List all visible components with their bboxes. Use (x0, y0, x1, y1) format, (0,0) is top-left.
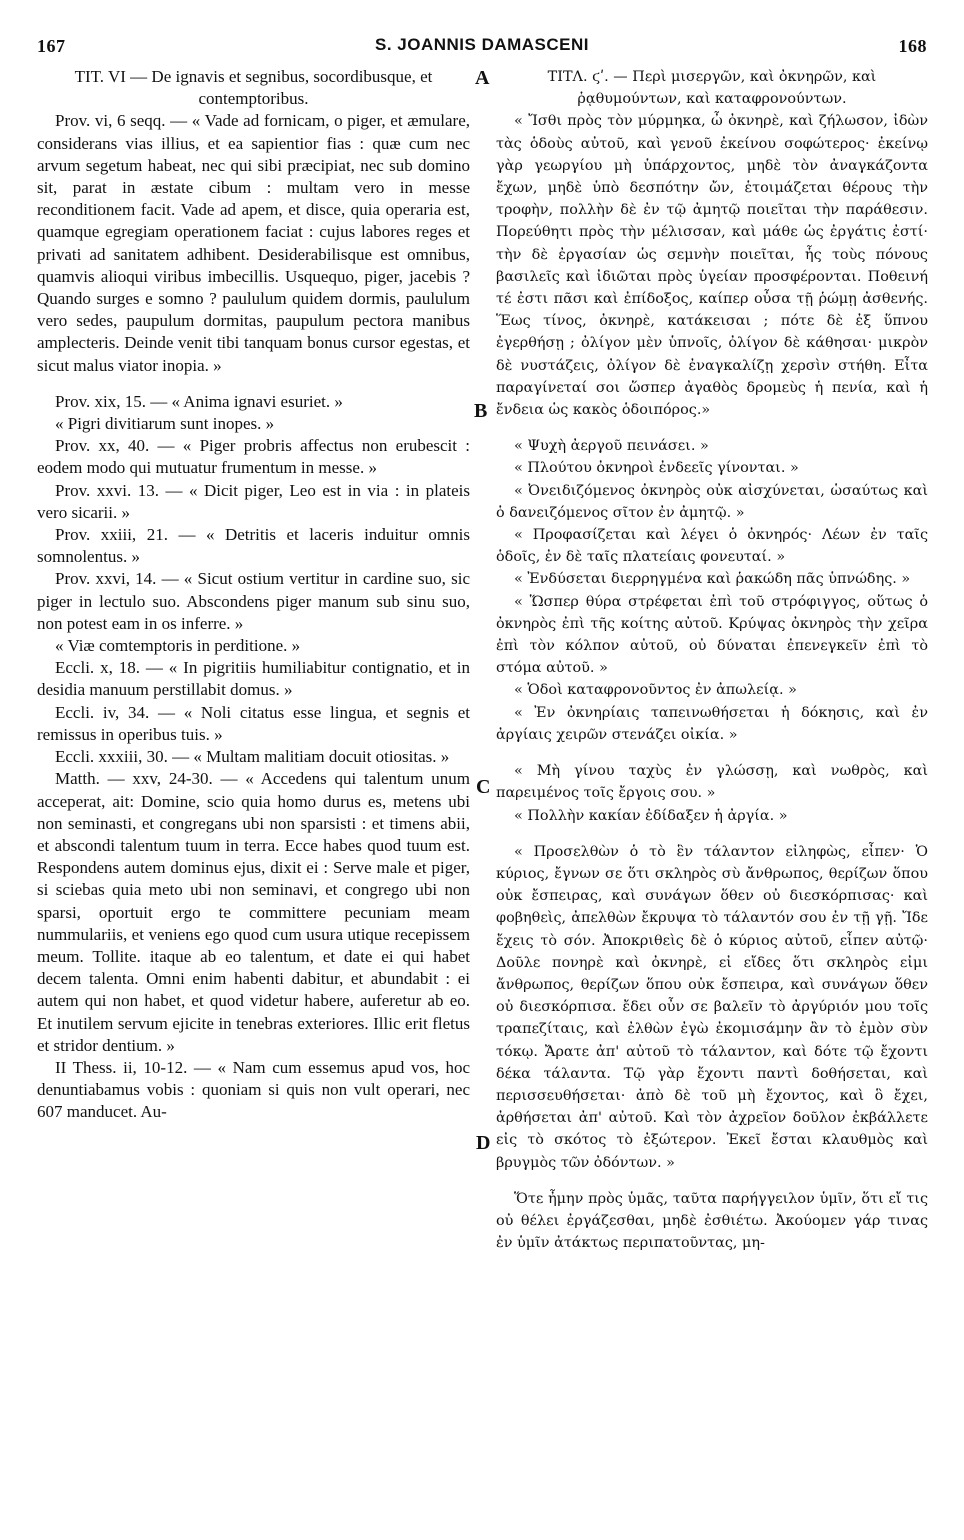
greek-paragraph: Ὅτε ἦμην πρὸς ὑμᾶς, ταῦτα παρήγγειλον ὑμῖν, ὅτι εἴ τις οὐ θέλει ἐργάζεσθαι, μηδὲ ἐσθιέτω. Ἀκούομεν γάρ τινας ἐν ὑμῖν ἀτάκτως περιπατοῦντας, μη- (496, 1190, 928, 1252)
greek-column (496, 66, 928, 1254)
latin-column (37, 66, 470, 1124)
greek-paragraph: « Πολλὴν κακίαν ἐδίδαξεν ἡ ἀργία. » (514, 807, 788, 824)
latin-paragraph: Prov. xxiii, 21. — « Detritis et laceris induitur omnis somnolentus. » (37, 525, 470, 567)
latin-paragraph: Eccli. iv, 34. — « Noli citatus esse lingua, et segnis et remissus in operibus tuis. » (37, 702, 470, 744)
margin-letter-b: B (474, 400, 488, 422)
latin-title-line-2: contemptoribus. (198, 89, 309, 109)
running-title: S. JOANNIS DAMASCENI (374, 35, 590, 54)
greek-title-line-1: ΤΙΤΛ. ϛʹ. — Περὶ μισεργῶν, καὶ ὀκνηρῶν, καὶ (547, 69, 877, 85)
greek-paragraph: « Ὀνειδιζόμενος ὀκνηρὸς οὐκ αἰσχύνεται, ὡσαύτως καὶ ὁ δανειζόμενος σῖτον ἐν ἀμητῷ. » (496, 482, 928, 521)
greek-paragraph: « Μὴ γίνου ταχὺς ἐν γλώσσῃ, καὶ νωθρὸς, καὶ παρειμένος τοῖς ἔργοις σου. » (496, 763, 928, 802)
latin-paragraph: « Pigri divitiarum sunt inopes. » (55, 414, 275, 434)
greek-title-line-2: ῥᾳθυμούντων, καὶ καταφρονούντων. (577, 91, 847, 108)
greek-paragraph: « Προσελθὼν ὁ τὸ ἓν τάλαντον εἰληφὼς, εἶπεν· Ὁ κύριος, ἔγνων σε ὅτι σκληρὸς σὺ ἄνθρωπος, θερίζων ὅπου οὐκ ἔσπειρας, καὶ συνάγων ὅθεν οὐ διεσκόρπισας· καὶ φοβηθεὶς, ἀπελθὼν ἔκρυψα τὸ τάλαντόν σου ἐν τῇ γῇ. Ἴδε ἔχεις τὸ σόν. Ἀποκριθεὶς δὲ ὁ κύριος αὐτοῦ, εἶπεν αὐτῷ· Δοῦλε πονηρὲ καὶ ὀκνηρὲ, εἰ εἴδες ὅτι σκληρὸς εἰμι ἄνθρωπος, θερίζων ὅπου οὐκ ἔσπειρα, καὶ συνάγων ὅθεν οὐ διεσκόρπισα. ἔδει οὖν σε βαλεῖν τὸ ἀργύριόν μου τοῖς τραπεζίταις, καὶ ἐλθὼν ἐγὼ ἐκομισάμην ἂν τὸ ἐμὸν σὺν τόκῳ. Ἄρατε ἀπ' αὐτοῦ τὸ τάλαντον, καὶ δότε τῷ ἔχοντι δέκα τάλαντα. Τῷ γὰρ ἔχοντι παντὶ δοθήσεται, καὶ περισσευθήσεται· ἀπὸ δὲ τοῦ μὴ ἔχοντος, καὶ ὃ ἔχει, ἀρθήσεται ἀπ' αὐτοῦ. Καὶ τὸν ἀχρεῖον δοῦλον ἐκβάλλετε εἰς τὸ σκότος τὸ ἐξώτερον. Ἐκεῖ ἔσται κλαυθμὸς καὶ βρυγμὸς τῶν ὀδόντων. » (496, 843, 928, 1171)
right-page-number: 168 (898, 36, 927, 56)
greek-paragraph: « Προφασίζεται καὶ λέγει ὁ ὀκνηρός· Λέων ἐν ταῖς ὁδοῖς, ἐν δὲ ταῖς πλατείαις φονευταί. » (496, 527, 928, 566)
latin-paragraph: Prov. xix, 15. — « Anima ignavi esuriet. » (55, 391, 343, 411)
greek-paragraph: « Ψυχὴ ἀεργοῦ πεινάσει. » (514, 438, 709, 455)
margin-letter-d: D (476, 1132, 491, 1154)
greek-paragraph: « Ἐν ὀκνηρίαις ταπεινωθήσεται ἡ δόκησις, καὶ ἐν ἀργίαις χειρῶν στενάζει οἰκία. » (496, 704, 928, 743)
margin-letter-a: A (475, 67, 490, 89)
latin-title-line-1: TIT. VI — De ignavis et segnibus, socordibusque, et (74, 67, 433, 86)
latin-paragraph: Eccli. x, 18. — « In pigritiis humiliabitur contignatio, et in desidia manuum perstillabit domus. » (37, 658, 470, 700)
latin-paragraph: Matth. — xxv, 24-30. — « Accedens qui talentum unum acceperat, ait: Domine, scio quia homo durus es, metens ubi non seminasti, et congregans ubi non sparsisti : et timens abii, et abscondi talentum tuum in terra. Ecce habes quod tuum est. Respondens autem dominus ejus, dixit ei : Serve male et piger, si sciebas quia meto ubi non seminavi, et congrego ubi non sparsi, oportuit ergo te committere pecuniam meam nummulariis, et veniens ego quod cum usura utique recepissem meum. Tollite. itaque ab eo talentum, et date ei qui habet decem talenta. Omni enim habenti dabitur, et abundabit : ei autem qui non habet, et quod videtur habere, auferetur ab eo. Et inutilem servum ejicite in tenebras exteriores. Illic erit fletus et stridor dentium. » (37, 769, 470, 1055)
greek-paragraph: « Ὥσπερ θύρα στρέφεται ἐπὶ τοῦ στρόφιγγος, οὕτως ὁ ὀκνηρὸς ἐπὶ τῆς κοίτης αὐτοῦ. Κρύψας ὀκνηρὸς τὴν χεῖρα ἐπὶ τὸν κόλπον αὐτοῦ, οὐ δύναται ἐπενεγκεῖν ἐπὶ τὸ στόμα αὐτοῦ. » (496, 593, 928, 677)
latin-paragraph: Eccli. xxxiii, 30. — « Multam malitiam docuit otiositas. » (55, 747, 450, 767)
latin-paragraph: Prov. xxvi, 14. — « Sicut ostium vertitur in cardine suo, sic piger in lectulo suo. Abscondens piger manum sub sinu suo, non potest eam in os inferre. » (37, 569, 470, 633)
latin-paragraph: II Thess. ii, 10-12. — « Nam cum essemus apud vos, hoc denuntiabamus vobis : quoniam si quis non vult operari, nec 607 manducet. Au- (37, 1057, 470, 1122)
greek-paragraph: « Ἴσθι πρὸς τὸν μύρμηκα, ὦ ὀκνηρὲ, καὶ ζήλωσον, ἰδὼν τὰς ὁδοὺς αὐτοῦ, καὶ γενοῦ ἐκείνου σοφώτερος· ἐκείνῳ γὰρ γεωργίου μὴ ὑπάρχοντος, μηδὲ τὸν ἀναγκάζοντα ἔχων, μηδὲ ὑπὸ δεσπότην ὤν, ἑτοιμάζεται θέρους τὴν τροφὴν, πολλὴν δὲ ἐν τῷ ἀμητῷ ποιεῖται τὴν παράθεσιν. Πορεύθητι πρὸς τὴν μέλισσαν, καὶ μάθε ὡς ἐργάτις ἐστί· τὴν δὲ ἐργασίαν ὡς σεμνὴν ποιεῖται, ἧς τοὺς πόνους βασιλεῖς καὶ ἰδιῶται πρὸς ὑγείαν προσφέρονται. Ποθεινή τέ ἐστι πᾶσι καὶ ἐπίδοξος, καίπερ οὖσα τῇ ῥώμῃ ἀσθενής. Ἕως τίνος, ὀκνηρὲ, κατάκεισαι ; πότε δὲ ἐξ ὕπνου ἐγερθήσῃ ; ὀλίγον μὲν ὑπνοῖς, ὀλίγον δὲ κάθησαι· μικρὸν δὲ νυστάζεις, ὀλίγον δὲ ἐναγκαλίζῃ χερσὶν στήθη. Εἶτα παραγίνεταί σοι ὥσπερ ἀγαθὸς δρομεὺς ἡ πενία, καὶ ἡ ἔνδεια ὡς κακὸς ὁδοιπόρος.» (496, 113, 928, 419)
latin-paragraph: Prov. xx, 40. — « Piger probris affectus non erubescit : eodem modo qui mutuatur frumentum in messe. » (37, 436, 470, 478)
margin-letter-c: C (476, 776, 491, 798)
greek-paragraph: « Ἐνδύσεται διερρηγμένα καὶ ῥακώδη πᾶς ὑπνώδης. » (514, 571, 911, 588)
greek-paragraph: « Πλούτου ὀκνηροὶ ἐνδεεῖς γίνονται. » (514, 460, 799, 477)
left-page-number: 167 (37, 36, 66, 56)
latin-paragraph: Prov. vi, 6 seqq. — « Vade ad fornicam, o piger, et æmulare, considerans vias illius, et ea sapientior fias : quæ cum nec arvum segetum habeat, nec qui sibi præcipiat, nec sub domino sit, parat in æstate cibum : multam vero in messe reconditionem facit. Vade ad apem, et disce, quia operaria est, quamque egregiam operationem faciat : cujus labores reges et privati ad sanitatem adhibent. Desiderabilisque est omnibus, quamvis alioqui viribus imbecillis. Usquequo, piger, jacebis ? Quando surges e somno ? paululum quidem dormis, paululum vero sedes, paupulum dormitas, paupulum pectora manibus amplecteris. Deinde venit tibi tanquam bonus cursor egestas, et sicut malus viator inopia. » (37, 111, 470, 375)
latin-paragraph: Prov. xxvi. 13. — « Dicit piger, Leo est in via : in plateis vero sicarii. » (37, 480, 470, 522)
latin-paragraph: « Viæ comtemptoris in perditione. » (55, 636, 301, 656)
greek-paragraph: « Ὁδοὶ καταφρονοῦντος ἐν ἀπωλείᾳ. » (514, 682, 797, 699)
